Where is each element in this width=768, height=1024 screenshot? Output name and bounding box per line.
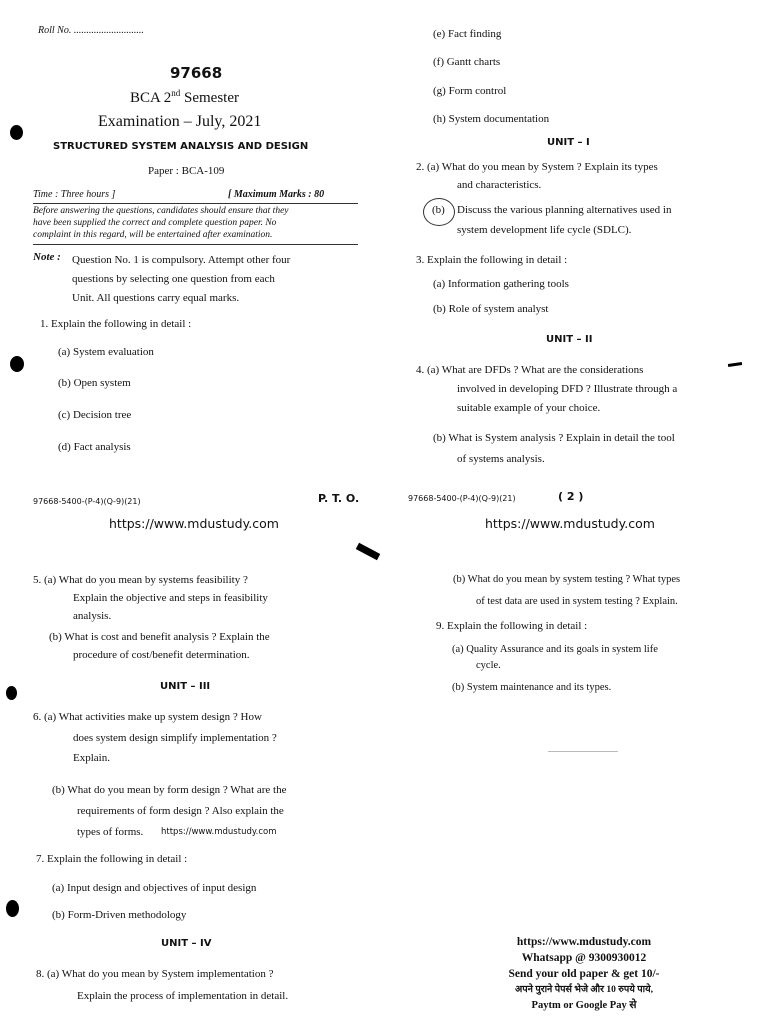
question-5a-cont: Explain the objective and steps in feasibility (73, 592, 268, 604)
punch-hole (6, 900, 19, 917)
question-8b: (b) What do you mean by system testing ? What types (453, 574, 681, 585)
promo-payment: Paytm or Google Pay से (531, 1000, 637, 1011)
question-2b: Discuss the various planning alternatives used in (457, 204, 672, 216)
unit-heading: UNIT – I (547, 137, 590, 148)
question-5a: 5. (a) What do you mean by systems feasibility ? (33, 574, 248, 586)
question-8b-cont: of test data are used in system testing ? Explain. (476, 596, 678, 607)
question-8a-cont: Explain the process of implementation in detail. (77, 990, 289, 1002)
instruction-line: Before answering the questions, candidates should ensure that they (33, 206, 289, 216)
q1-item: (c) Decision tree (58, 409, 132, 421)
promo-offer: Send your old paper & get 10/- (508, 968, 660, 980)
inline-url: https://www.mdustudy.com (161, 827, 277, 837)
paper-id: Paper : BCA-109 (148, 165, 225, 177)
promo-whatsapp: Whatsapp @ 9300930012 (521, 952, 647, 964)
exam-title: Examination – July, 2021 (98, 113, 262, 130)
question-4b: (b) What is System analysis ? Explain in detail the tool (433, 432, 675, 444)
question-2a: 2. (a) What do you mean by System ? Explain its types (416, 161, 658, 173)
question-6a-cont: Explain. (73, 752, 110, 764)
question-4b-cont: of systems analysis. (457, 453, 545, 465)
note-line: Unit. All questions carry equal marks. (72, 292, 240, 304)
footer-url: https://www.mdustudy.com (109, 516, 279, 531)
question-5b-cont: procedure of cost/benefit determination. (73, 649, 250, 661)
question-2b-cont: system development life cycle (SDLC). (457, 224, 632, 236)
question-9a: (a) Quality Assurance and its goals in system life (452, 644, 658, 655)
question-7b: (b) Form-Driven methodology (52, 909, 187, 921)
footer-url: https://www.mdustudy.com (485, 516, 655, 531)
footer-code: 97668-5400-(P-4)(Q-9)(21) (408, 494, 516, 503)
question-3: 3. Explain the following in detail : (416, 254, 568, 266)
question-7a: (a) Input design and objectives of input design (52, 882, 257, 894)
note-label: Note : (33, 251, 61, 263)
q1-item: (a) System evaluation (58, 346, 154, 358)
subject-title: STRUCTURED SYSTEM ANALYSIS AND DESIGN (53, 141, 309, 152)
note-line: questions by selecting one question from each (72, 273, 275, 285)
question-2b-label: (b) (432, 204, 445, 216)
instructions (33, 205, 363, 241)
question-6b-cont: types of forms. (77, 826, 144, 838)
question-6b: (b) What do you mean by form design ? What are the (52, 784, 287, 796)
end-rule (548, 751, 618, 752)
question-6a: 6. (a) What activities make up system design ? How (33, 711, 262, 723)
unit-heading: UNIT – III (160, 681, 211, 692)
q1-item: (e) Fact finding (433, 28, 502, 40)
instruction-line: complaint in this regard, will be entertained after examination. (33, 230, 273, 240)
promo-block (450, 934, 718, 1014)
punch-hole (6, 686, 17, 700)
q1-item: (f) Gantt charts (433, 56, 501, 68)
q1-item: (d) Fact analysis (58, 441, 131, 453)
unit-heading: UNIT – IV (161, 938, 212, 949)
question-8a: 8. (a) What do you mean by System implementation ? (36, 968, 274, 980)
semester: BCA 2nd Semester (130, 88, 239, 106)
question-7: 7. Explain the following in detail : (36, 853, 188, 865)
question-1: 1. Explain the following in detail : (40, 318, 192, 330)
instructions-rule (33, 244, 358, 245)
promo-hindi: अपने पुराने पेपर्स भेजे और 10 रुपये पाये, (515, 985, 653, 995)
circle-mark (423, 198, 455, 226)
question-9b: (b) System maintenance and its types. (452, 682, 612, 693)
instruction-line: have been supplied the correct and complete question paper. No (33, 218, 277, 228)
header-rule (33, 203, 358, 204)
q1-item: (b) Open system (58, 377, 131, 389)
promo-url: https://www.mdustudy.com (516, 936, 652, 948)
question-5b: (b) What is cost and benefit analysis ? Explain the (49, 631, 270, 643)
note-line: Question No. 1 is compulsory. Attempt other four (72, 254, 291, 266)
unit-heading: UNIT – II (546, 334, 593, 345)
q1-item: (g) Form control (433, 85, 507, 97)
question-4a-cont: involved in developing DFD ? Illustrate through a (457, 383, 678, 395)
punch-hole (10, 125, 23, 140)
question-2a-cont: and characteristics. (457, 179, 542, 191)
time-label: Time : Three hours ] (33, 189, 116, 200)
question-3a: (a) Information gathering tools (433, 278, 569, 290)
footer-code: 97668-5400-(P-4)(Q-9)(21) (33, 497, 141, 506)
scan-mark (356, 543, 380, 560)
question-6a-cont: does system design simplify implementation ? (73, 732, 277, 744)
punch-hole (10, 356, 24, 372)
paper-code: 97668 (170, 64, 223, 82)
question-3b: (b) Role of system analyst (433, 303, 549, 315)
question-5a-cont: analysis. (73, 610, 112, 622)
footer-page-number: ( 2 ) (558, 490, 584, 503)
footer-pto: P. T. O. (318, 492, 360, 505)
marks-label: [ Maximum Marks : 80 (228, 189, 325, 200)
question-9a-cont: cycle. (476, 660, 501, 671)
q1-item: (h) System documentation (433, 113, 550, 125)
question-6b-cont: requirements of form design ? Also explain the (77, 805, 284, 817)
question-4a: 4. (a) What are DFDs ? What are the considerations (416, 364, 644, 376)
question-9: 9. Explain the following in detail : (436, 620, 588, 632)
question-4a-cont: suitable example of your choice. (457, 402, 601, 414)
scan-mark (728, 362, 742, 367)
roll-no: Roll No. ............................ (38, 25, 144, 36)
note-text (72, 251, 367, 308)
